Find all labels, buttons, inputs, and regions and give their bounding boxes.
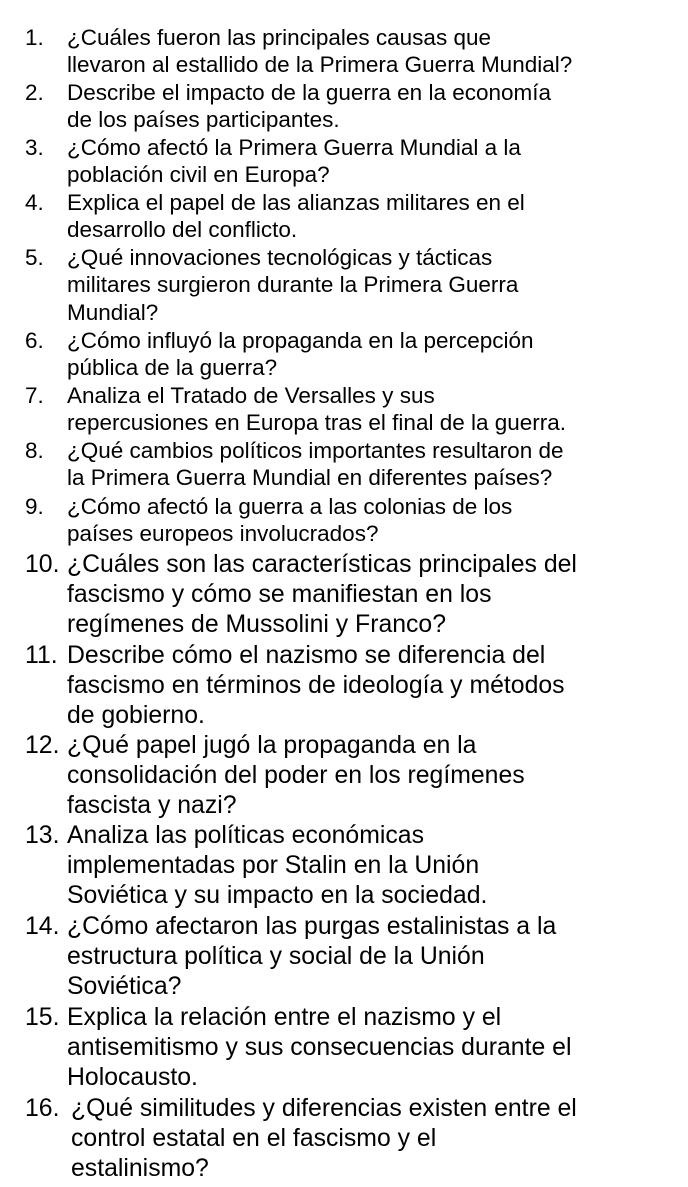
item-number: 8. [25, 438, 44, 463]
list-item [25, 821, 665, 911]
item-text: ¿Cómo influyó la propaganda en la percepción pública de la guerra? [67, 328, 534, 381]
item-number: 1. [25, 25, 44, 50]
list-item [25, 134, 665, 189]
item-text: Explica el papel de las alianzas militares en el desarrollo del conflicto. [67, 190, 525, 243]
item-text: ¿Qué innovaciones tecnológicas y tácticas militares surgieron durante la Primera Guerra Mundial? [67, 245, 519, 325]
list-item [25, 244, 665, 326]
item-number: 13. [25, 822, 60, 849]
item-text: ¿Cómo afectaron las purgas estalinistas a la estructura política y social de la Unión Soviética? [67, 913, 557, 1001]
list-item [25, 79, 665, 134]
item-number: 15. [25, 1004, 60, 1031]
list-item [25, 327, 665, 382]
list-item [25, 1094, 665, 1184]
list-item [25, 641, 665, 731]
item-text: Analiza las políticas económicas implementadas por Stalin en la Unión Soviética y su impacto en la sociedad. [67, 822, 488, 910]
item-text: Describe cómo el nazismo se diferencia del fascismo en términos de ideología y métodos de gobierno. [67, 642, 565, 730]
item-number: 10. [25, 551, 60, 578]
list-item [25, 24, 665, 79]
item-text: ¿Cuáles fueron las principales causas que llevaron al estallido de la Primera Guerra Mundial? [67, 25, 573, 78]
item-number: 2. [25, 80, 44, 105]
item-number: 6. [25, 328, 44, 353]
item-text: ¿Qué similitudes y diferencias existen entre el control estatal en el fascismo y el estalinismo? [71, 1095, 577, 1183]
item-text: Explica la relación entre el nazismo y el antisemitismo y sus consecuencias durante el Holocausto. [67, 1004, 572, 1092]
list-item [25, 437, 665, 492]
item-number: 12. [25, 732, 60, 759]
item-text: Describe el impacto de la guerra en la economía de los países participantes. [67, 80, 552, 133]
item-number: 9. [25, 494, 44, 519]
list-item [25, 382, 665, 437]
item-number: 4. [25, 190, 44, 215]
item-text: Analiza el Tratado de Versalles y sus repercusiones en Europa tras el final de la guerra. [67, 383, 567, 436]
item-text: ¿Qué cambios políticos importantes resultaron de la Primera Guerra Mundial en diferentes países? [67, 438, 564, 491]
item-number: 14. [25, 913, 60, 940]
item-number: 5. [25, 245, 44, 270]
item-number: 3. [25, 135, 44, 160]
list-item [25, 1003, 665, 1093]
item-text: ¿Cuáles son las características principales del fascismo y cómo se manifiestan en los regímenes de Mussolini y Franco? [67, 551, 577, 639]
item-number: 11. [25, 642, 58, 669]
item-text: ¿Cómo afectó la Primera Guerra Mundial a la población civil en Europa? [67, 135, 521, 188]
list-item [25, 550, 665, 640]
list-item [25, 731, 665, 821]
item-text: ¿Qué papel jugó la propaganda en la consolidación del poder en los regímenes fascista y nazi? [67, 732, 525, 820]
item-number: 16. [25, 1095, 60, 1122]
list-item [25, 493, 665, 548]
list-item [25, 912, 665, 1002]
list-item [25, 189, 665, 244]
item-number: 7. [25, 383, 44, 408]
item-text: ¿Cómo afectó la guerra a las colonias de los países europeos involucrados? [67, 494, 513, 547]
